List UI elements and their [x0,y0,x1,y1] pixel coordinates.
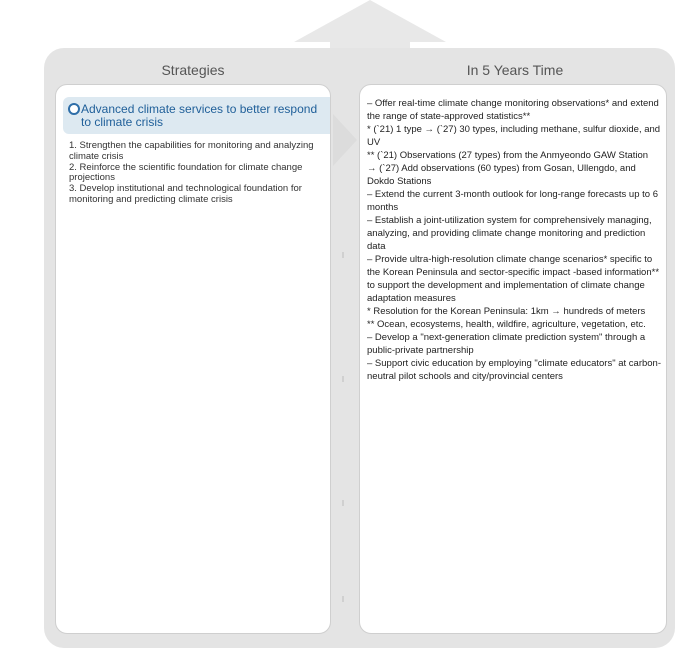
divider-mark [342,596,344,602]
divider-mark [342,252,344,258]
strategy-item: 2. Reinforce the scientific foundation for climate change projections [69,161,303,184]
strategy-item: 3. Develop institutional and technological foundation for monitoring and predicting climate crisis [69,183,302,205]
divider-mark [342,500,344,506]
outcome-item: – Establish a joint-utilization system for comprehensively managing, analyzing, and providing climate change monitoring and prediction data [367,215,652,252]
outcome-item: ** Ocean, ecosystems, health, wildfire, agriculture, vegetation, etc. [367,319,646,330]
up-arrow-icon [294,0,446,42]
strategy-list [69,141,325,206]
outcomes-list [367,97,665,383]
outcome-item: – Provide ultra-high-resolution climate change scenarios* specific to the Korean Peninsula and sector-specific impact -based information** to support the development and implementation of climate change adaptation measures [367,254,660,304]
outcomes-header: In 5 Years Time [466,62,564,78]
strategy-item: 1. Strengthen the capabilities for monitoring and analyzing climate crisis [69,140,314,162]
strategies-header: Strategies [161,62,225,78]
outcome-item: – Offer real-time climate change monitoring observations* and extend the range of state-approved statistics** [367,98,659,122]
outcome-item: * Resolution for the Korean Peninsula: 1km → hundreds of meters [367,306,646,317]
outcome-item: – Support civic education by employing "climate educators" at carbon-neutral pilot schools and city/provincial centers [367,358,662,382]
outcome-item: – Extend the current 3-month outlook for long-range forecasts up to 6 months [367,189,658,213]
divider-mark [342,376,344,382]
outcome-item: – Develop a "next-generation climate prediction system" through a public-private partnership [367,332,646,356]
strategy-title: Advanced climate services to better respond to climate crisis [81,102,318,129]
circle-bullet-icon [68,103,80,115]
outcome-item: * (`21) 1 type → (`27) 30 types, including methane, sulfur dioxide, and UV [367,124,661,148]
outcome-item: → (`27) Add observations (60 types) from Gosan, Ullengdo, and Dokdo Stations [367,163,636,187]
outcome-item: ** (`21) Observations (27 types) from the Anmyeondo GAW Station [367,150,649,161]
